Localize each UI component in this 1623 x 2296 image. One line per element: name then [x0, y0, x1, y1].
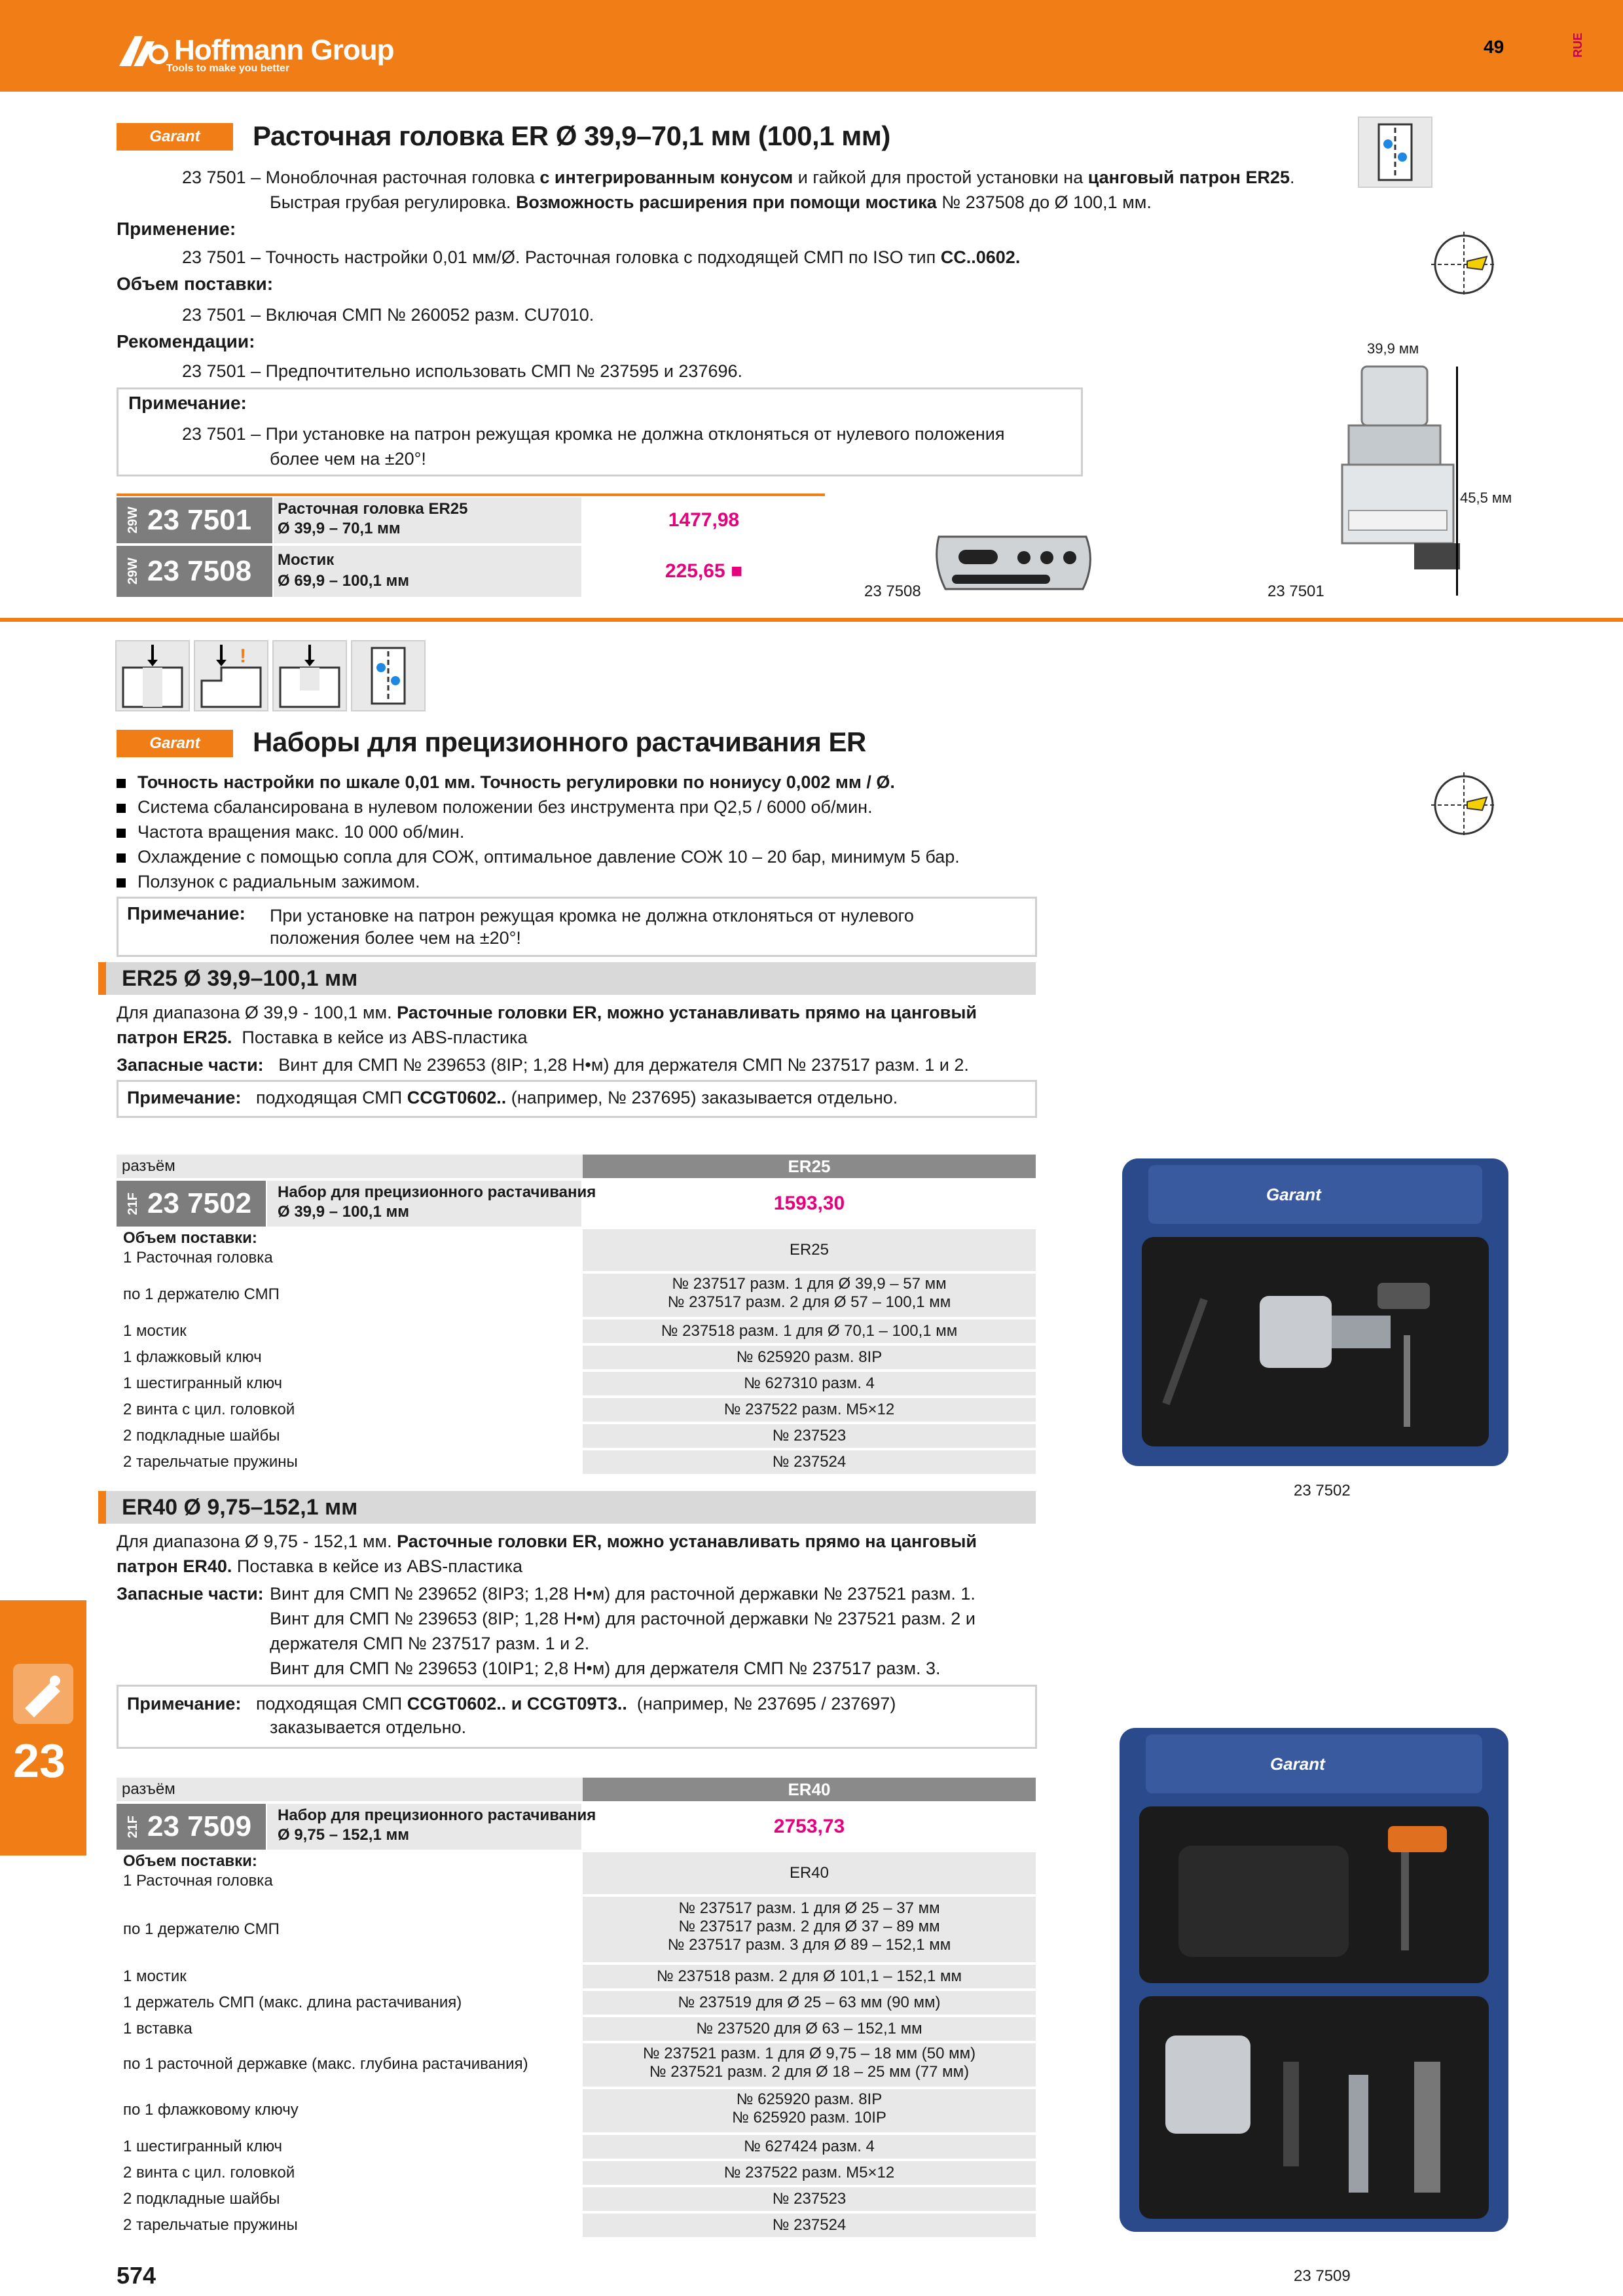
- coolant-icon-2: [351, 640, 426, 711]
- section1-title: Расточная головка ER Ø 39,9–70,1 мм (100,1 мм): [253, 120, 890, 151]
- table-row: по 1 держателю СМП № 237517 разм. 1 для Ø 25 – 37 мм № 237517 разм. 2 для Ø 37 – 89 мм № 237517 разм. 3 для Ø 89 – 152,1 мм: [117, 1897, 1036, 1964]
- table-row: 2 тарельчатые пружины № 237524: [117, 2214, 1036, 2238]
- bullet: [117, 878, 126, 888]
- section2-note-line1: При установке на патрон режущая кромка не должна отклоняться от нулевого: [270, 906, 914, 925]
- bullet: [117, 829, 126, 838]
- section1-desc-line2: Быстрая грубая регулировка. Возможность расширения при помощи мостика № 237508 до Ø 100,1 мм.: [270, 192, 1152, 212]
- section2-note-label: Примечание:: [127, 903, 246, 924]
- blind-bore-icon: [272, 640, 347, 711]
- dim-line: [1456, 367, 1458, 596]
- language-code: RUE: [1571, 33, 1584, 58]
- er25-case-image: Garant: [1122, 1158, 1508, 1466]
- garant-badge: Garant: [117, 123, 233, 151]
- table-row: 2 винта с цил. головкой № 237522 разм. M5×12: [117, 2161, 1036, 2186]
- boring-head-label: 23 7501: [1267, 583, 1324, 600]
- table-row: 1 шестигранный ключ № 627310 разм. 4: [117, 1372, 1036, 1397]
- er40-spares-label: Запасные части:: [117, 1584, 264, 1604]
- er40-table-header: разъём ER40: [117, 1778, 1036, 1801]
- article-code: 23 7508: [147, 555, 252, 587]
- chapter-tab[interactable]: [0, 1600, 86, 1856]
- er40-heading: ER40 Ø 9,75–152,1 мм: [98, 1491, 1036, 1524]
- section2-title: Наборы для прецизионного растачивания ER: [253, 726, 866, 757]
- er25-table-header: разъём ER25: [117, 1155, 1036, 1178]
- bullet: [117, 853, 126, 863]
- er25-intro: Для диапазона Ø 39,9 - 100,1 мм. Расточные головки ER, можно устанавливать прямо на цанговый патрон ER25. Поставка в кейсе из ABS-пластика: [117, 1003, 977, 1047]
- bridge-image: [932, 517, 1096, 602]
- article-row-237509[interactable]: 21F 23 7509 Набор для прецизионного растачивания Ø 9,75 – 152,1 мм 2753,73: [117, 1804, 1036, 1850]
- page-number-top: 49: [1484, 37, 1504, 57]
- table-row: 2 винта с цил. головкой № 237522 разм. M5×12: [117, 1398, 1036, 1423]
- dim-side-label: 45,5 мм: [1460, 490, 1512, 506]
- table-row: 1 вставка № 237520 для Ø 63 – 152,1 мм: [117, 2017, 1036, 2042]
- step-bore-icon: [194, 640, 268, 711]
- er40-intro: Для диапазона Ø 9,75 - 152,1 мм. Расточные головки ER, можно устанавливать прямо на цанговый патрон ER40. Поставка в кейсе из ABS-пластика: [117, 1532, 977, 1576]
- hoffmann-logo-icon: [117, 32, 169, 69]
- section1-note-label: Примечание:: [128, 393, 247, 413]
- page-number: 574: [117, 2262, 156, 2289]
- table-row: Объем поставки: 1 Расточная головка ER25: [117, 1229, 1036, 1272]
- coolant-icon: [1358, 117, 1432, 188]
- supply-text: 23 7501 – Включая СМП № 260052 разм. CU7010.: [182, 305, 594, 325]
- insert-orientation-icon-2: [1431, 772, 1497, 838]
- through-bore-icon: [115, 640, 190, 711]
- feature-5: Ползунок с радиальным зажимом.: [137, 872, 420, 891]
- application-label: Применение:: [117, 219, 236, 239]
- table-row: по 1 держателю СМП № 237517 разм. 1 для Ø 39,9 – 57 мм № 237517 разм. 2 для Ø 57 – 100,1 мм: [117, 1274, 1036, 1318]
- section-divider: [0, 618, 1623, 622]
- feature-4: Охлаждение с помощью сопла для СОЖ, оптимальное давление СОЖ 10 – 20 бар, минимум 5 бар.: [137, 847, 960, 867]
- table-row: 2 подкладные шайбы № 237523: [117, 2187, 1036, 2212]
- er40-case-image: Garant: [1120, 1728, 1508, 2232]
- boring-tool-icon: [12, 1662, 75, 1725]
- er40-spare-2: Винт для СМП № 239653 (8IP; 1,28 Н•м) для расточной державки № 237521 разм. 2 и: [270, 1609, 976, 1628]
- section1-note-line2: более чем на ±20°!: [270, 449, 426, 469]
- table-row: 2 тарельчатые пружины № 237524: [117, 1450, 1036, 1475]
- table-row: 1 шестигранный ключ № 627424 разм. 4: [117, 2135, 1036, 2160]
- boring-head-image: [1322, 347, 1473, 596]
- recommend-text: 23 7501 – Предпочтительно использовать СМП № 237595 и 237696.: [182, 361, 743, 381]
- er40-spare-4: Винт для СМП № 239653 (10IP1; 2,8 Н•м) для держателя СМП № 237517 разм. 3.: [270, 1659, 941, 1678]
- section1-desc-line1: 23 7501 – Моноблочная расточная головка с интегрированным конусом и гайкой для простой установки на цанговый патрон ER25.: [182, 168, 1295, 187]
- brand-name: Hoffmann Group: [174, 34, 394, 66]
- feature-2: Система сбалансирована в нулевом положении без инструмента при Q2,5 / 6000 об/мин.: [137, 797, 873, 817]
- article-row-237501[interactable]: 29W 23 7501 Расточная головка ER25 Ø 39,9 – 70,1 мм 1477,98: [117, 497, 825, 543]
- article-code: 23 7502: [147, 1187, 252, 1219]
- er25-heading: ER25 Ø 39,9–100,1 мм: [98, 962, 1036, 995]
- er40-case-label: 23 7509: [1294, 2267, 1351, 2285]
- er40-spare-1: Винт для СМП № 239652 (8IP3; 1,28 Н•м) для расточной державки № 237521 разм. 1.: [270, 1584, 976, 1604]
- insert-orientation-icon: [1431, 232, 1497, 297]
- bridge-label: 23 7508: [864, 583, 921, 600]
- table-row: Объем поставки: 1 Расточная головка ER40: [117, 1852, 1036, 1895]
- price: 1477,98: [668, 509, 740, 531]
- section1-note-line1: 23 7501 – При установке на патрон режущая кромка не должна отклоняться от нулевого положения: [182, 424, 1005, 444]
- table-row: 1 флажковый ключ № 625920 разм. 8IP: [117, 1346, 1036, 1371]
- section2-note-line2: положения более чем на ±20°!: [270, 928, 521, 948]
- supply-label: Объем поставки:: [117, 274, 274, 294]
- recommend-label: Рекомендации:: [117, 331, 255, 351]
- table-row: 1 мостик № 237518 разм. 1 для Ø 70,1 – 100,1 мм: [117, 1319, 1036, 1344]
- brand-tagline: Tools to make you better: [166, 63, 290, 74]
- svg-text:!: !: [240, 645, 246, 667]
- table-row: 2 подкладные шайбы № 237523: [117, 1424, 1036, 1449]
- price: 2753,73: [773, 1816, 845, 1837]
- table-row: по 1 флажковому ключу № 625920 разм. 8IP № 625920 разм. 10IP: [117, 2089, 1036, 2134]
- er25-spares: Запасные части: Винт для СМП № 239653 (8IP; 1,28 Н•м) для держателя СМП № 237517 разм. 1 и 2.: [117, 1055, 969, 1075]
- er40-note: Примечание: подходящая СМП CCGT0602.. и CCGT09T3.. (например, № 237695 / 237697): [127, 1694, 896, 1713]
- article-row-237502[interactable]: 21F 23 7502 Набор для прецизионного растачивания Ø 39,9 – 100,1 мм 1593,30: [117, 1181, 1036, 1227]
- article-code: 23 7509: [147, 1810, 252, 1842]
- er40-spare-3: держателя СМП № 237517 разм. 1 и 2.: [270, 1634, 590, 1653]
- divider: [117, 493, 825, 496]
- bullet: [117, 779, 126, 788]
- er40-note-line2: заказывается отдельно.: [270, 1717, 467, 1737]
- table-row: 1 мостик № 237518 разм. 2 для Ø 101,1 – 152,1 мм: [117, 1965, 1036, 1990]
- feature-3: Частота вращения макс. 10 000 об/мин.: [137, 822, 465, 842]
- chapter-number: 23: [13, 1735, 66, 1787]
- dim-top-label: 39,9 мм: [1367, 340, 1419, 357]
- price: 1593,30: [773, 1193, 845, 1214]
- garant-badge-2: Garant: [117, 730, 233, 757]
- table-row: 1 держатель СМП (макс. длина растачивания) № 237519 для Ø 25 – 63 мм (90 мм): [117, 1991, 1036, 2016]
- price: 225,65 ■: [665, 560, 743, 582]
- table-row: по 1 расточной державке (макс. глубина растачивания) № 237521 разм. 1 для Ø 9,75 – 18 мм (50 мм) № 237521 разм. 2 для Ø 18 – 25 мм (77 мм): [117, 2043, 1036, 2088]
- bullet: [117, 804, 126, 813]
- er25-case-label: 23 7502: [1294, 1482, 1351, 1499]
- article-code: 23 7501: [147, 504, 252, 536]
- application-text: 23 7501 – Точность настройки 0,01 мм/Ø. Расточная головка с подходящей СМП по ISO тип CC..0602.: [182, 247, 1021, 267]
- feature-1: Точность настройки по шкале 0,01 мм. Точность регулировки по нониусу 0,002 мм / Ø.: [137, 772, 895, 792]
- article-row-237508[interactable]: 29W 23 7508 Мостик Ø 69,9 – 100,1 мм 225,65 ■: [117, 546, 825, 597]
- er25-note: Примечание: подходящая СМП CCGT0602.. (например, № 237695) заказывается отдельно.: [127, 1088, 898, 1107]
